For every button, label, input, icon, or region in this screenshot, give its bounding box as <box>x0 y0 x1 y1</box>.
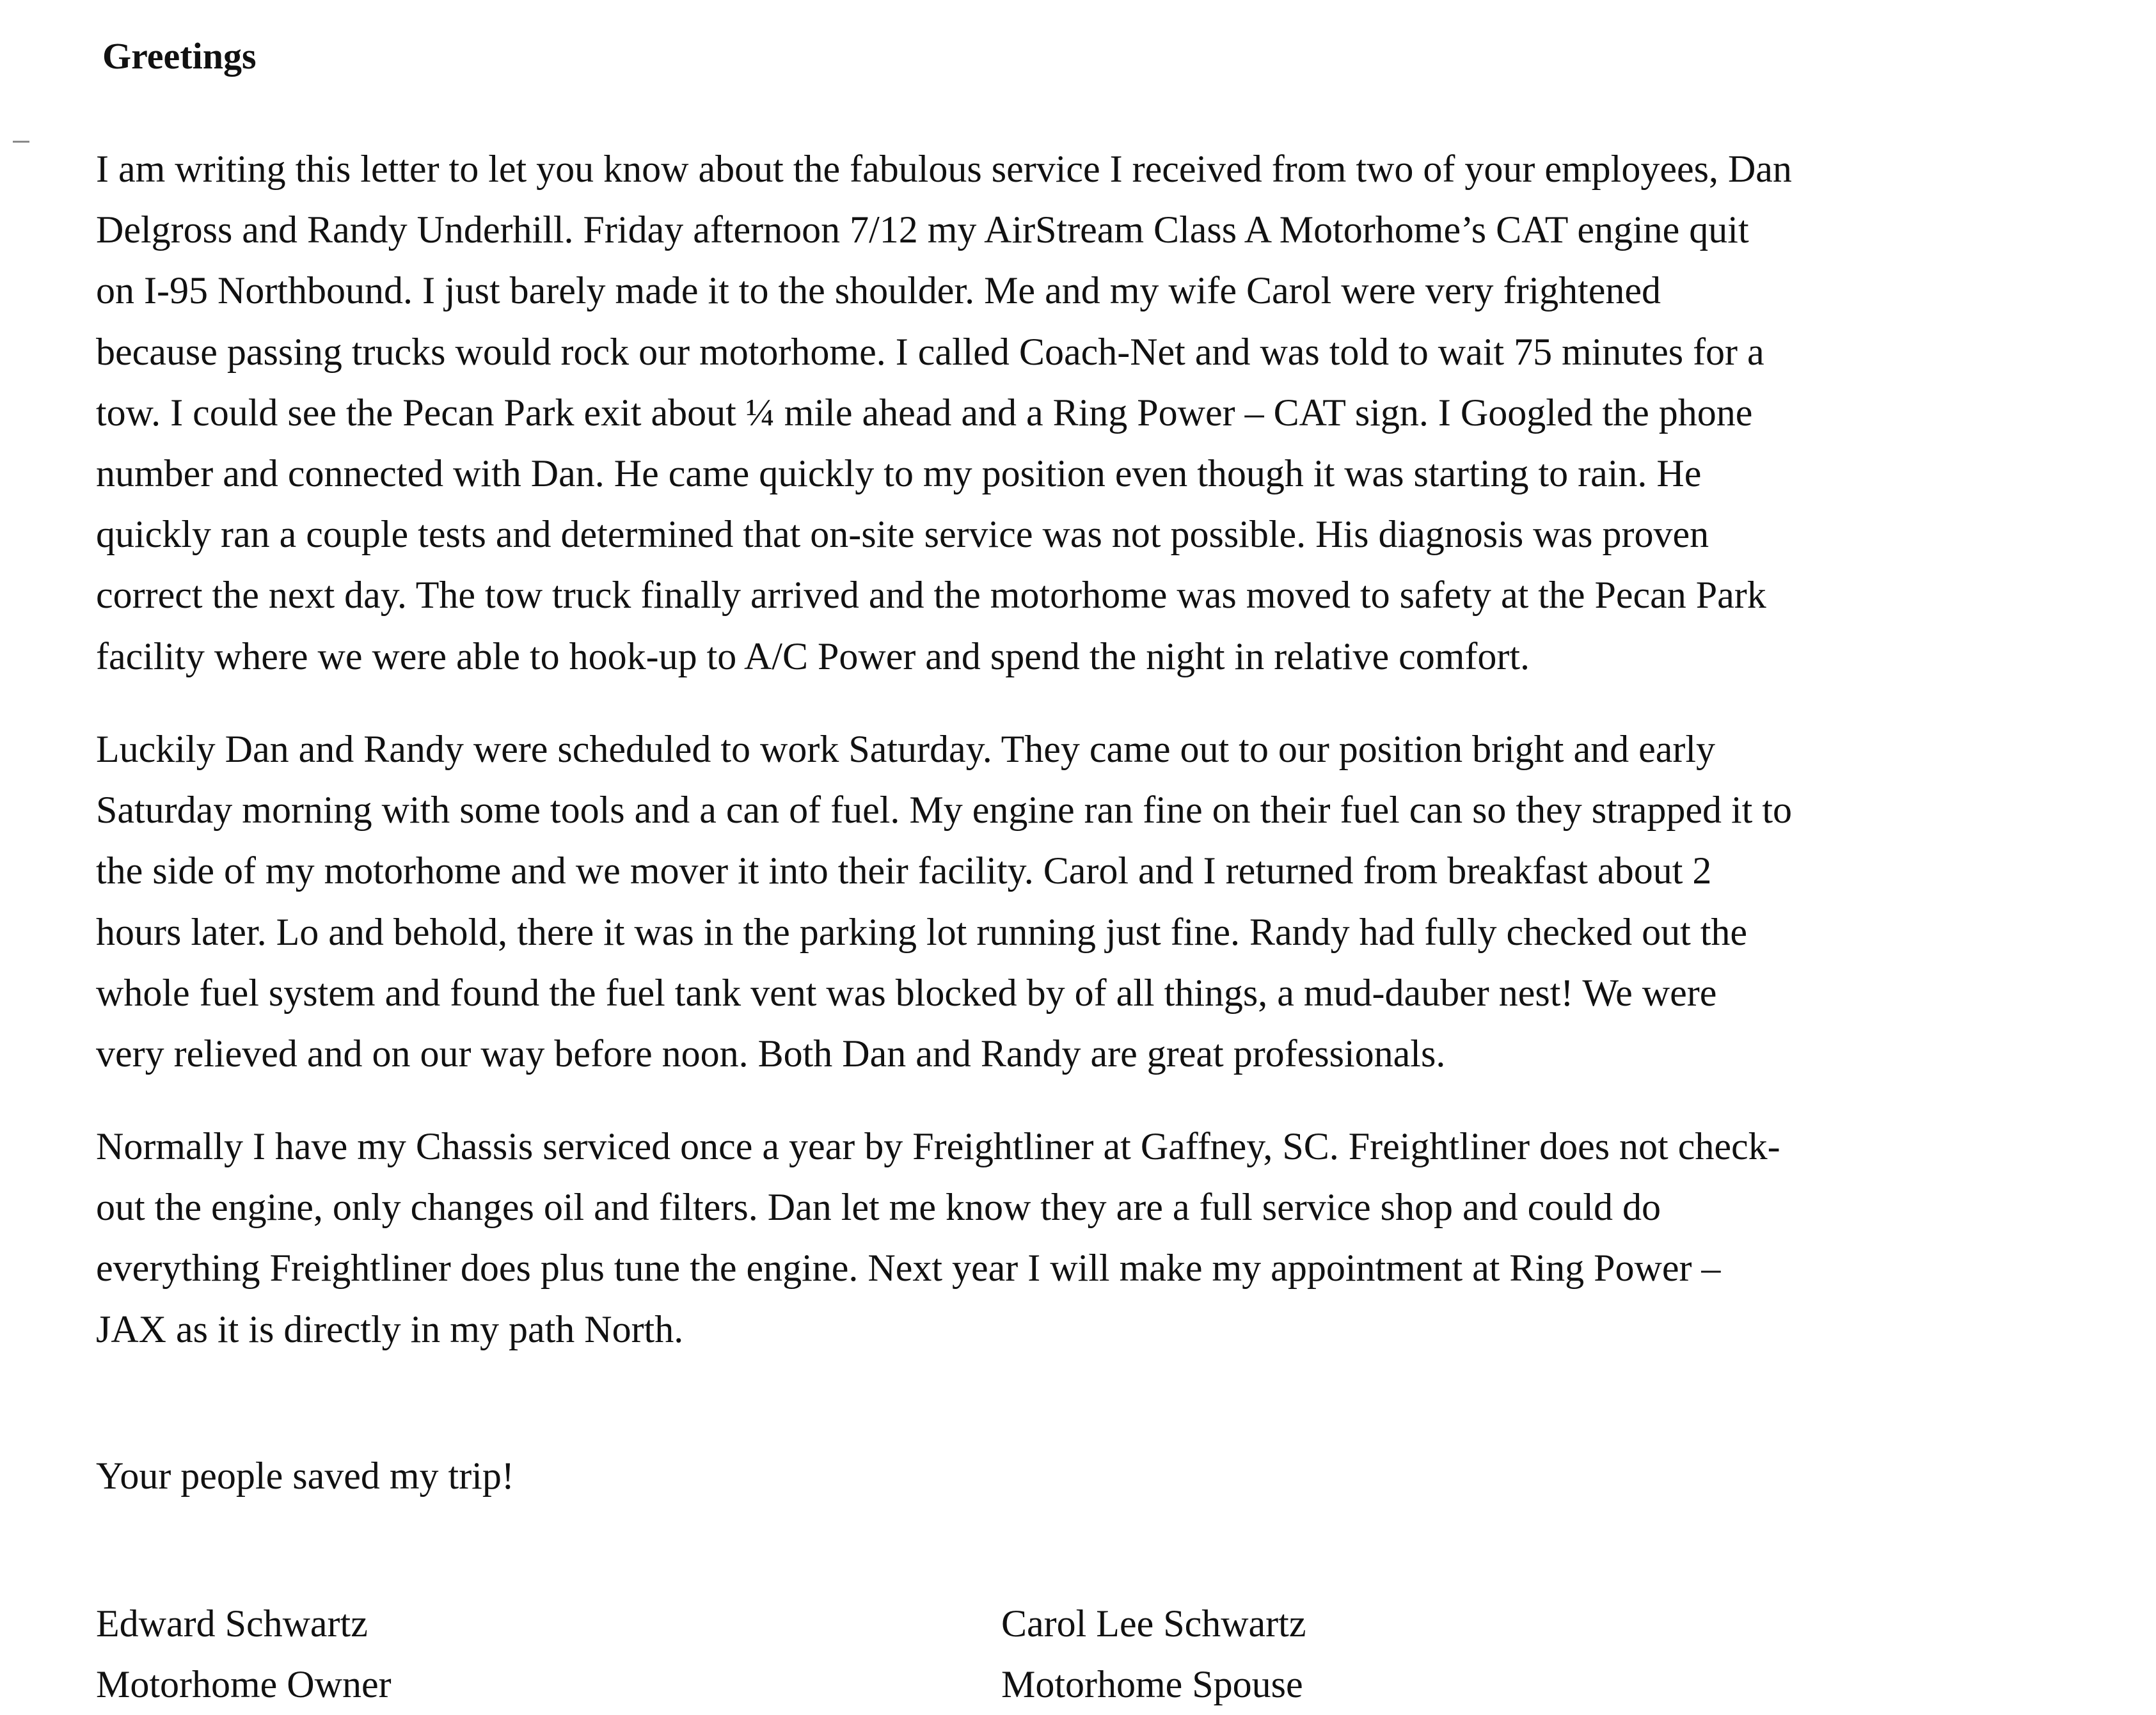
text-line: everything Freightliner does plus tune the engine. Next year I will make my appointment at Ring Power – <box>96 1247 1721 1290</box>
signer-title: Motorhome Spouse <box>1001 1663 1303 1705</box>
text-line: I am writing this letter to let you know about the fabulous service I received from two of your employees, Dan <box>96 148 1792 190</box>
letter-paragraph-1 <box>96 139 1792 687</box>
text-line: Delgross and Randy Underhill. Friday afternoon 7/12 my AirStream Class A Motorhome’s CAT engine quit <box>96 209 1749 251</box>
text-line: on I-95 Northbound. I just barely made it to the shoulder. Me and my wife Carol were very frightened <box>96 269 1661 312</box>
text-line: quickly ran a couple tests and determined that on-site service was not possible. His diagnosis was proven <box>96 513 1709 556</box>
letter-closing: Your people saved my trip! <box>96 1455 514 1497</box>
scan-artifact-mark <box>13 141 29 143</box>
text-line: tow. I could see the Pecan Park exit about ¼ mile ahead and a Ring Power – CAT sign. I Googled the phone <box>96 391 1753 434</box>
text-line: JAX as it is directly in my path North. <box>96 1308 684 1350</box>
letter-greeting: Greetings <box>102 35 257 77</box>
signature-block-spouse <box>1001 1593 1306 1715</box>
signature-block-owner <box>96 1593 392 1715</box>
letter-paragraph-3 <box>96 1116 1780 1360</box>
text-line: hours later. Lo and behold, there it was in the parking lot running just fine. Randy had fully checked out the <box>96 910 1748 953</box>
text-line: out the engine, only changes oil and filters. Dan let me know they are a full service shop and could do <box>96 1186 1661 1229</box>
letter-paragraph-2 <box>96 719 1792 1084</box>
text-line: very relieved and on our way before noon. Both Dan and Randy are great professionals. <box>96 1032 1446 1075</box>
text-line: Saturday morning with some tools and a can of fuel. My engine ran fine on their fuel can so they strapped it to <box>96 789 1792 832</box>
text-line: because passing trucks would rock our motorhome. I called Coach-Net and was told to wait 75 minutes for a <box>96 330 1764 373</box>
text-line: Normally I have my Chassis serviced once a year by Freightliner at Gaffney, SC. Freightliner does not check- <box>96 1125 1780 1167</box>
signer-name: Edward Schwartz <box>96 1602 368 1645</box>
signer-name: Carol Lee Schwartz <box>1001 1602 1306 1645</box>
signer-title: Motorhome Owner <box>96 1663 392 1705</box>
text-line: Luckily Dan and Randy were scheduled to work Saturday. They came out to our position bright and early <box>96 728 1716 770</box>
text-line: number and connected with Dan. He came quickly to my position even though it was starting to rain. He <box>96 452 1702 495</box>
text-line: correct the next day. The tow truck finally arrived and the motorhome was moved to safety at the Pecan Park <box>96 574 1766 617</box>
text-line: whole fuel system and found the fuel tank vent was blocked by of all things, a mud-dauber nest! We were <box>96 971 1717 1014</box>
text-line: the side of my motorhome and we mover it into their facility. Carol and I returned from breakfast about 2 <box>96 850 1712 892</box>
text-line: facility where we were able to hook-up to A/C Power and spend the night in relative comfort. <box>96 635 1530 677</box>
